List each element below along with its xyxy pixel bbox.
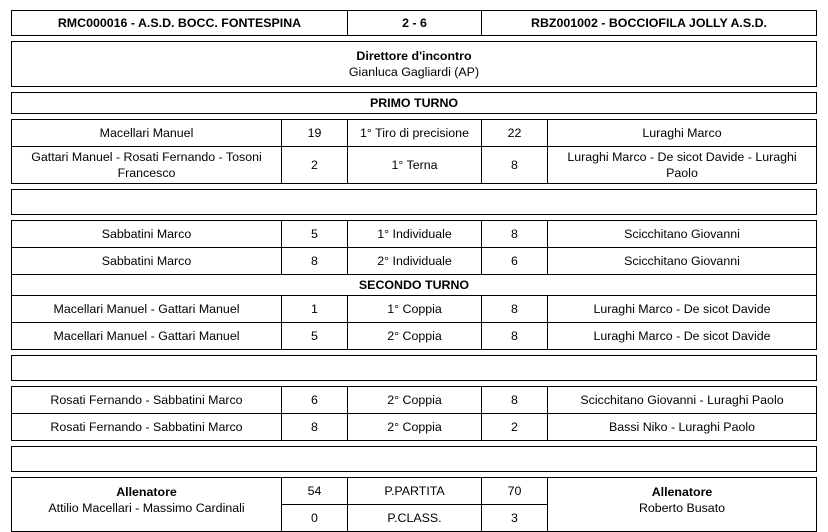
away-team-name: RBZ001002 - BOCCIOFILA JOLLY A.S.D.: [482, 11, 817, 36]
away-score: 8: [482, 221, 548, 248]
home-players: Rosati Fernando - Sabbatini Marco: [12, 387, 282, 414]
away-players: Luraghi Marco: [548, 120, 817, 147]
away-players: Scicchitano Giovanni: [548, 248, 817, 275]
match-row: [12, 120, 817, 147]
match-report-sheet: [11, 10, 816, 532]
director-name: Gianluca Gagliardi (AP): [348, 65, 480, 79]
event-name: 1° Individuale: [348, 221, 482, 248]
turn-title-secondo: SECONDO TURNO: [12, 275, 817, 296]
home-coach-cell: [12, 478, 282, 532]
section-title-row: [12, 93, 817, 114]
away-players: Luraghi Marco - De sicot Davide: [548, 296, 817, 323]
section-title-row: [12, 275, 817, 296]
away-players: Bassi Niko - Luraghi Paolo: [548, 414, 817, 441]
home-score: 8: [282, 414, 348, 441]
home-score: 19: [282, 120, 348, 147]
match-report-table: [11, 10, 817, 532]
home-score: 2: [282, 147, 348, 184]
home-team-name: RMC000016 - A.S.D. BOCC. FONTESPINA: [12, 11, 348, 36]
away-points-partita: 70: [482, 478, 548, 505]
event-name: 1° Coppia: [348, 296, 482, 323]
home-points-class: 0: [282, 505, 348, 532]
home-players: Macellari Manuel - Gattari Manuel: [12, 323, 282, 350]
event-name: 1° Tiro di precisione: [348, 120, 482, 147]
home-players: Sabbatini Marco: [12, 248, 282, 275]
director-cell: [12, 42, 817, 87]
empty-row: [12, 447, 817, 472]
away-coach-names: Roberto Busato: [638, 501, 726, 515]
away-players: Scicchitano Giovanni: [548, 221, 817, 248]
home-players: Sabbatini Marco: [12, 221, 282, 248]
points-partita-label: P.PARTITA: [348, 478, 482, 505]
away-score: 8: [482, 387, 548, 414]
home-score: 6: [282, 387, 348, 414]
header-row: [12, 11, 817, 36]
home-score: 5: [282, 221, 348, 248]
home-coach-names: Attilio Macellari - Massimo Cardinali: [48, 501, 245, 515]
away-players: Luraghi Marco - De sicot Davide - Luraghi Paolo: [548, 147, 817, 184]
home-score: 5: [282, 323, 348, 350]
home-players: Gattari Manuel - Rosati Fernando - Tosoni Francesco: [12, 147, 282, 184]
director-label: Direttore d'incontro: [356, 49, 472, 63]
match-row: [12, 248, 817, 275]
footer-row-partita: [12, 478, 817, 505]
empty-row: [12, 190, 817, 215]
away-points-class: 3: [482, 505, 548, 532]
home-score: 8: [282, 248, 348, 275]
match-row: [12, 414, 817, 441]
away-score: 8: [482, 323, 548, 350]
match-row: [12, 323, 817, 350]
away-score: 22: [482, 120, 548, 147]
points-class-label: P.CLASS.: [348, 505, 482, 532]
home-coach-label: Allenatore: [116, 485, 177, 499]
home-points-partita: 54: [282, 478, 348, 505]
home-score: 1: [282, 296, 348, 323]
away-score: 8: [482, 147, 548, 184]
away-players: Luraghi Marco - De sicot Davide: [548, 323, 817, 350]
home-players: Macellari Manuel: [12, 120, 282, 147]
event-name: 2° Coppia: [348, 414, 482, 441]
match-score: 2 - 6: [348, 11, 482, 36]
event-name: 2° Coppia: [348, 323, 482, 350]
away-coach-cell: [548, 478, 817, 532]
event-name: 2° Individuale: [348, 248, 482, 275]
home-players: Macellari Manuel - Gattari Manuel: [12, 296, 282, 323]
away-coach-label: Allenatore: [651, 485, 713, 499]
away-score: 8: [482, 296, 548, 323]
away-score: 6: [482, 248, 548, 275]
match-row: [12, 387, 817, 414]
home-players: Rosati Fernando - Sabbatini Marco: [12, 414, 282, 441]
match-row: [12, 221, 817, 248]
turn-title-primo: PRIMO TURNO: [12, 93, 817, 114]
match-row: [12, 296, 817, 323]
director-row: [12, 42, 817, 87]
event-name: 2° Coppia: [348, 387, 482, 414]
empty-row: [12, 356, 817, 381]
event-name: 1° Terna: [348, 147, 482, 184]
away-players: Scicchitano Giovanni - Luraghi Paolo: [548, 387, 817, 414]
away-score: 2: [482, 414, 548, 441]
match-row: [12, 147, 817, 184]
